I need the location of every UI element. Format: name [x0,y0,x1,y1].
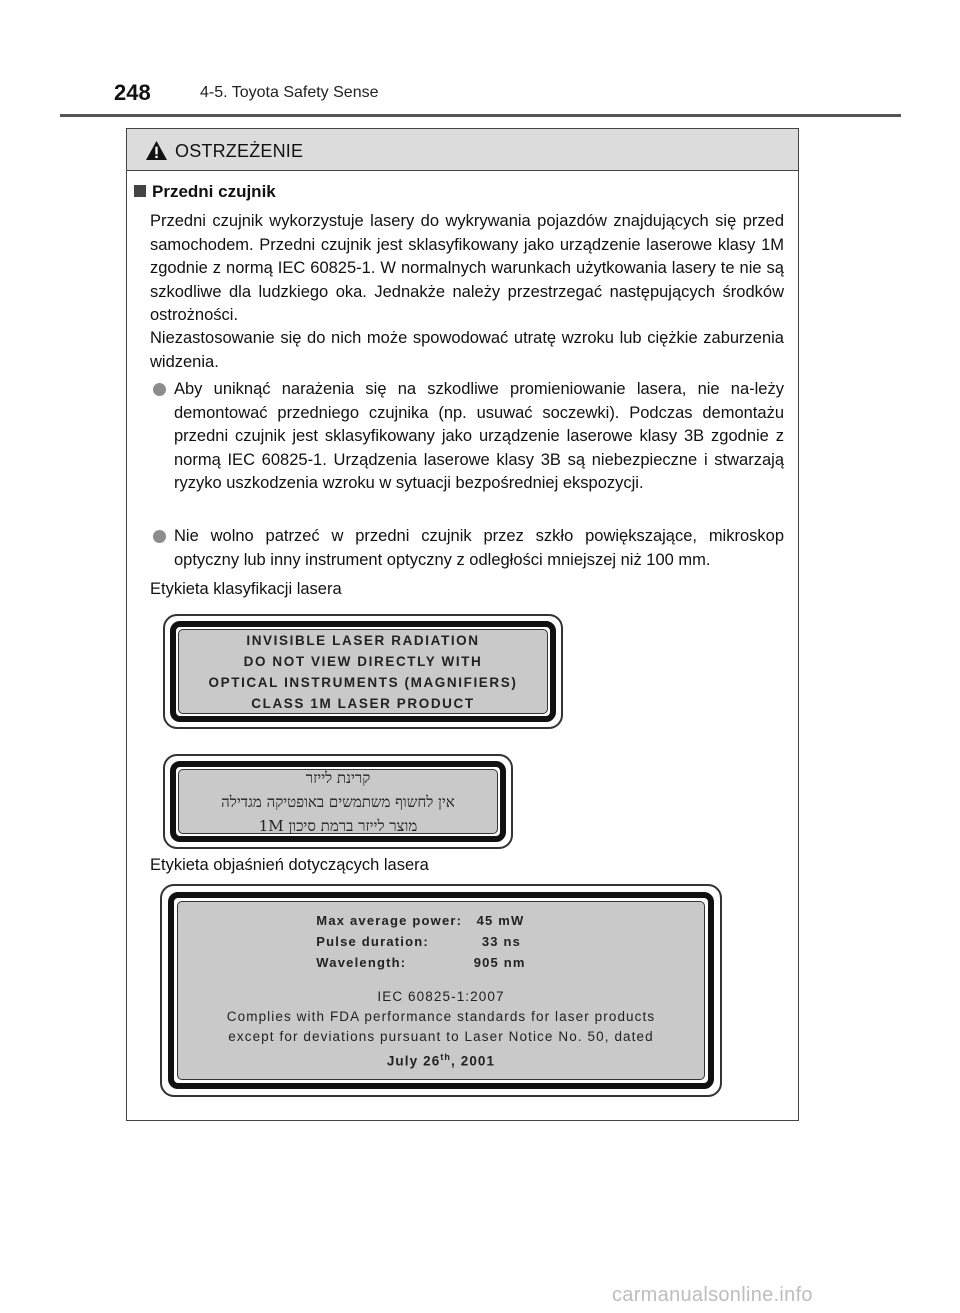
paragraph: Niezastosowanie się do nich może spowodować utratę wzroku lub ciężkie zaburzenia widzenia. [150,329,784,371]
subheading: Przedni czujnik [134,182,276,202]
label-text: CLASS 1M LASER PRODUCT [251,695,475,711]
section-title: 4-5. Toyota Safety Sense [200,84,379,101]
header-rule [60,114,901,117]
compliance-text: Complies with FDA performance standards for laser products [226,1008,656,1024]
spec-row: Pulse duration: 33 ns [316,933,522,949]
laser-explanation-label [160,884,722,1097]
date-text: July 26th, 2001 [386,1051,496,1069]
bullet-text: Nie wolno patrzeć w przedni czujnik przez szkło powiększające, mikroskop optyczny lub inny instrument optyczny z odległości mniejszej niż 100 mm. [174,527,784,569]
paragraph: Przedni czujnik wykorzystuje lasery do wykrywania pojazdów znajdujących się przed samochodem. Przedni czujnik jest sklasyfikowany jako urządzenie laserowe klasy 1M zgodnie z normą IEC 60825-1. W normalnych warunkach użytkowania lasery te nie są szkodliwe dla ludzkiego oka. Jednakże należy przestrzegać następujących środków ostrożności. [150,212,784,324]
label-text: INVISIBLE LASER RADIATION [246,632,480,648]
spec-row: Wavelength: 905 nm [316,954,526,970]
warning-header [127,129,798,171]
warning-triangle-icon [145,140,168,161]
label-text: אין לחשוף משתמשים באופטיקה מגדילה [221,792,455,811]
standard-text: IEC 60825-1:2007 [377,988,505,1004]
compliance-text: except for deviations pursuant to Laser Notice No. 50, dated [228,1028,654,1044]
caption: Etykieta klasyfikacji lasera [150,580,342,598]
watermark: carmanualsonline.info [612,1284,813,1306]
hebrew-laser-label [163,754,513,849]
warning-title: OSTRZEŻENIE [175,141,304,161]
caption: Etykieta objaśnień dotyczących lasera [150,856,429,874]
laser-class-label [163,614,563,729]
label-text: OPTICAL INSTRUMENTS (MAGNIFIERS) [208,674,518,690]
label-text: קרינת לייזר [305,768,371,787]
page-number: 248 [114,80,151,105]
page-header [0,0,960,118]
label-text: DO NOT VIEW DIRECTLY WITH [243,653,483,669]
spec-row: Max average power: 45 mW [316,912,525,928]
bullet-dot-icon [153,383,166,396]
bullet-dot-icon [153,530,166,543]
square-bullet-icon [134,185,146,197]
bullet-text: Aby uniknąć narażenia się na szkodliwe promieniowanie lasera, nie na-leży demontować przedniego czujnika (np. usuwać soczewki). Podczas demontażu przedni czujnik jest sklasyfikowany jako urządzenie laserowe klasy 3B zgodnie z normą IEC 60825-1. Urządzenia laserowe klasy 3B są niebezpieczne i stwarzają ryzyko uszkodzenia wzroku w sytuacji bezpośredniej ekspozycji. [174,380,784,492]
label-text: מוצר לייזר ברמת סיכון 1M [258,816,418,835]
